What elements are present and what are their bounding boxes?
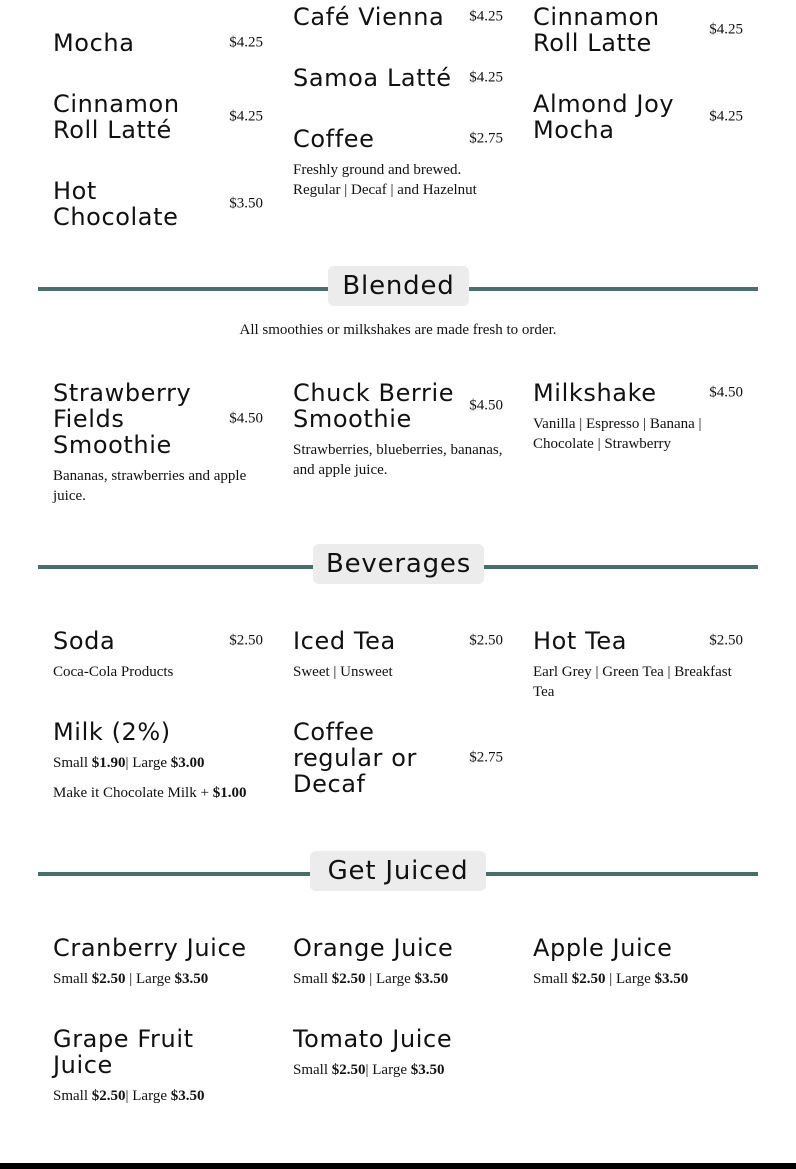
item-description: Earl Grey | Green Tea | Breakfast Tea [533,664,732,700]
menu-item-cranberry-juice [53,935,263,989]
item-sizes [53,753,263,773]
item-header [53,935,263,961]
item-name: Samoa Latté [293,64,452,92]
menu-item-samoa-latte [293,65,503,91]
item-header [53,178,263,230]
size-large-price: $3.50 [174,971,209,987]
item-sizes [293,969,503,989]
size-small-price: $2.50 [331,1062,366,1078]
item-header [53,91,263,143]
size-small-price: $2.50 [571,971,606,987]
item-header [293,628,503,654]
item-name: Almond Joy Mocha [533,90,675,144]
item-sizes [53,969,263,989]
item-header [293,935,503,961]
item-header [293,719,503,797]
item-name: Hot Chocolate [53,177,179,231]
size-small-price: $2.50 [91,971,126,987]
size-small-label: Small [293,1062,332,1078]
section-title-beverages: Beverages [313,544,484,584]
item-header [293,4,503,30]
item-name: Cinnamon Roll Latté [53,90,180,144]
item-price: $4.25 [229,34,263,51]
item-header [53,30,263,56]
menu-item-tomato-juice [293,1026,503,1080]
addon-label: Make it Chocolate Milk + [53,785,213,801]
item-name: Cranberry Juice [53,934,247,962]
item-price: $2.75 [469,130,503,147]
item-name: Coffee regular or Decaf [293,718,417,798]
size-large-price: $3.50 [654,971,689,987]
menu-item-almond-joy-mocha [533,91,743,143]
menu-item-strawberry-fields-smoothie [53,380,263,506]
menu-item-milk [53,719,263,803]
menu-item-apple-juice [533,935,743,989]
size-large-price: $3.00 [170,755,205,771]
item-header [293,380,503,432]
menu-item-cafe-vienna [293,4,503,30]
size-large-price: $3.50 [410,1062,445,1078]
page-bottom-bar [0,1163,796,1169]
item-price: $2.75 [469,749,503,766]
size-small-label: Small [53,971,92,987]
item-header [533,935,743,961]
item-price: $4.25 [469,8,503,25]
item-header [293,126,503,152]
menu-item-milkshake [533,380,743,454]
menu-item-iced-tea [293,628,503,682]
size-small-label: Small [53,755,92,771]
size-small-price: $2.50 [91,1088,126,1104]
size-large-label: | Large [125,971,175,987]
menu-item-chuck-berrie-smoothie [293,380,503,480]
item-name: Iced Tea [293,627,396,655]
item-description: Vanilla | Espresso | Banana | Chocolate | Strawberry [533,416,702,452]
size-large-price: $3.50 [170,1088,205,1104]
item-sizes [533,969,743,989]
item-description: Sweet | Unsweet [293,664,393,680]
size-small-label: Small [293,971,332,987]
section-note: All smoothies or milkshakes are made fresh to order. [239,322,557,338]
item-name: Mocha [53,29,135,57]
item-header [53,719,263,745]
menu-item-coffee [293,126,503,200]
menu-item-soda [53,628,263,682]
item-header [533,628,743,654]
item-name: Coffee [293,125,375,153]
section-title-blended: Blended [328,266,469,306]
menu-item-hot-chocolate [53,178,263,230]
item-price: $4.25 [229,108,263,125]
item-header [533,380,743,406]
item-price: $3.50 [229,195,263,212]
item-description: Bananas, strawberries and apple juice. [53,468,247,504]
item-price: $2.50 [229,632,263,649]
size-large-label: | Large [365,1062,411,1078]
menu-item-cinnamon-roll-latte [53,91,263,143]
item-sizes [293,1060,503,1080]
item-name: Milkshake [533,379,657,407]
size-large-label: | Large [365,971,415,987]
item-description: Strawberries, blueberries, bananas, and apple juice. [293,442,503,478]
menu-item-hot-tea [533,628,743,702]
size-small-label: Small [53,1088,92,1104]
size-small-price: $1.90 [91,755,126,771]
item-price: $4.25 [709,108,743,125]
item-description: Coca-Cola Products [53,664,174,680]
item-name: Strawberry Fields Smoothie [53,379,192,459]
item-header [533,91,743,143]
item-sizes [53,1086,263,1106]
addon-price: $1.00 [212,785,247,801]
item-name: Milk (2%) [53,718,171,746]
item-header [53,380,263,458]
item-price: $4.50 [229,410,263,427]
menu-item-coffee-regular-or-decaf [293,719,503,797]
size-large-label: | Large [125,755,171,771]
item-name: Cinnamon Roll Latte [533,3,660,57]
item-price: $4.50 [469,397,503,414]
item-name: Café Vienna [293,3,445,31]
item-header [533,4,743,56]
item-header [53,1026,263,1078]
size-small-label: Small [533,971,572,987]
item-name: Chuck Berrie Smoothie [293,379,455,433]
item-price: $4.25 [469,69,503,86]
menu-item-orange-juice [293,935,503,989]
menu-item-grape-fruit-juice [53,1026,263,1106]
item-header [293,65,503,91]
item-price: $2.50 [709,632,743,649]
menu-item-mocha [53,30,263,56]
item-description: Freshly ground and brewed. Regular | Decaf | and Hazelnut [293,162,477,198]
item-name: Grape Fruit Juice [53,1025,194,1079]
size-large-price: $3.50 [414,971,449,987]
item-header [53,628,263,654]
item-name: Orange Juice [293,934,454,962]
menu-item-cinnamon-roll-latte-2 [533,4,743,56]
item-name: Soda [53,627,116,655]
item-header [293,1026,503,1052]
item-name: Hot Tea [533,627,628,655]
item-price: $4.50 [709,384,743,401]
size-large-label: | Large [605,971,655,987]
item-addon [53,783,263,803]
size-small-price: $2.50 [331,971,366,987]
item-name: Apple Juice [533,934,673,962]
item-price: $2.50 [469,632,503,649]
size-large-label: | Large [125,1088,171,1104]
item-price: $4.25 [709,21,743,38]
item-name: Tomato Juice [293,1025,453,1053]
section-title-get-juiced: Get Juiced [310,851,486,891]
